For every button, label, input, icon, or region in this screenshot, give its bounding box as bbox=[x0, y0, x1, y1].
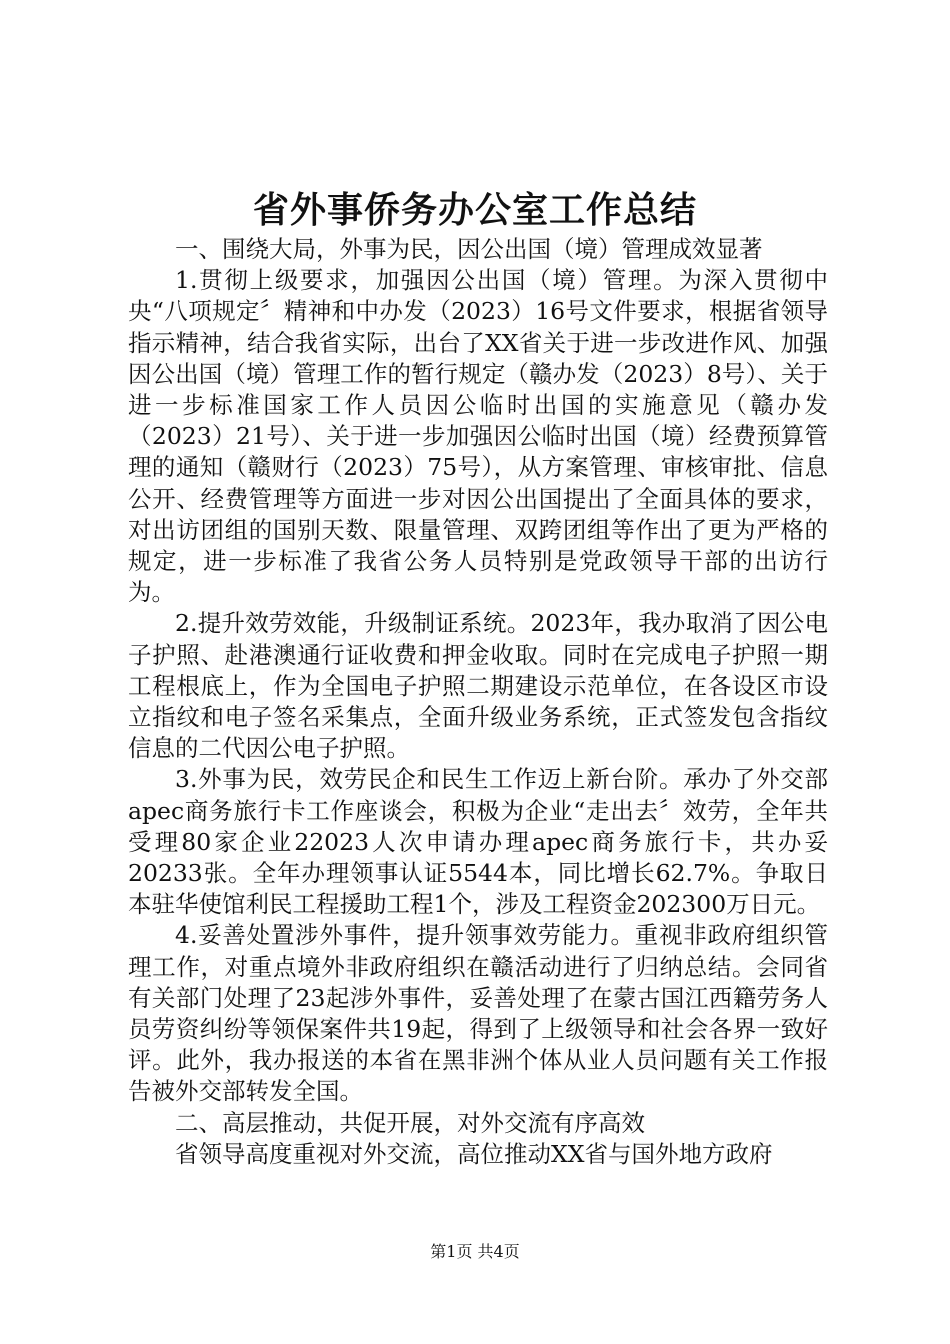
paragraph-3: 3.外事为民，效劳民企和民生工作迈上新台阶。承办了外交部apec商务旅行卡工作座谈会，积极为企业“走出去〞效劳，全年共受理80家企业22023人次申请办理apec商务旅行卡，共办妥20233张。全年办理领事认证5544本，同比增长62.7%。争取日本驻华使馆利民工程援助工程1个，涉及工程资金202300万日元。 bbox=[128, 765, 828, 919]
document-body bbox=[128, 234, 828, 1170]
paragraph-4: 4.妥善处置涉外事件，提升领事效劳能力。重视非政府组织管理工作，对重点境外非政府组织在赣活动进行了归纳总结。会同省有关部门处理了23起涉外事件，妥善处理了在蒙古国江西籍劳务人员劳资纠纷等领保案件共19起，得到了上级领导和社会各界一致好评。此外，我办报送的本省在黑非洲个体从业人员问题有关工作报告被外交部转发全国。 bbox=[128, 921, 828, 1106]
paragraph-1: 1.贯彻上级要求，加强因公出国（境）管理。为深入贯彻中央“八项规定〞精神和中办发（2023）16号文件要求，根据省领导指示精神，结合我省实际，出台了XX省关于进一步改进作风、加强因公出国（境）管理工作的暂行规定（赣办发（2023）8号）、关于进一步标准国家工作人员因公临时出国的实施意见（赣办发（2023）21号）、关于进一步加强因公临时出国（境）经费预算管理的通知（赣财行（2023）75号），从方案管理、审核审批、信息公开、经费管理等方面进一步对因公出国提出了全面具体的要求，对出访团组的国别天数、限量管理、双跨团组等作出了更为严格的规定，进一步标准了我省公务人员特别是党政领导干部的出访行为。 bbox=[128, 266, 828, 607]
section-heading-2: 二、高层推动，共促开展，对外交流有序高效 bbox=[175, 1108, 645, 1137]
page-footer: 第1页 共4页 bbox=[430, 1242, 520, 1261]
section-heading-1: 一、围绕大局，外事为民，因公出国（境）管理成效显著 bbox=[175, 235, 763, 263]
paragraph-2: 2.提升效劳效能，升级制证系统。2023年，我办取消了因公电子护照、赴港澳通行证收费和押金收取。同时在完成电子护照一期工程根底上，作为全国电子护照二期建设示范单位，在各设区市设立指纹和电子签名采集点，全面升级业务系统，正式签发包含指纹信息的二代因公电子护照。 bbox=[128, 609, 828, 763]
paragraph-5: 省领导高度重视对外交流，高位推动XX省与国外地方政府 bbox=[175, 1139, 773, 1168]
document-title: 省外事侨务办公室工作总结 bbox=[252, 189, 697, 231]
